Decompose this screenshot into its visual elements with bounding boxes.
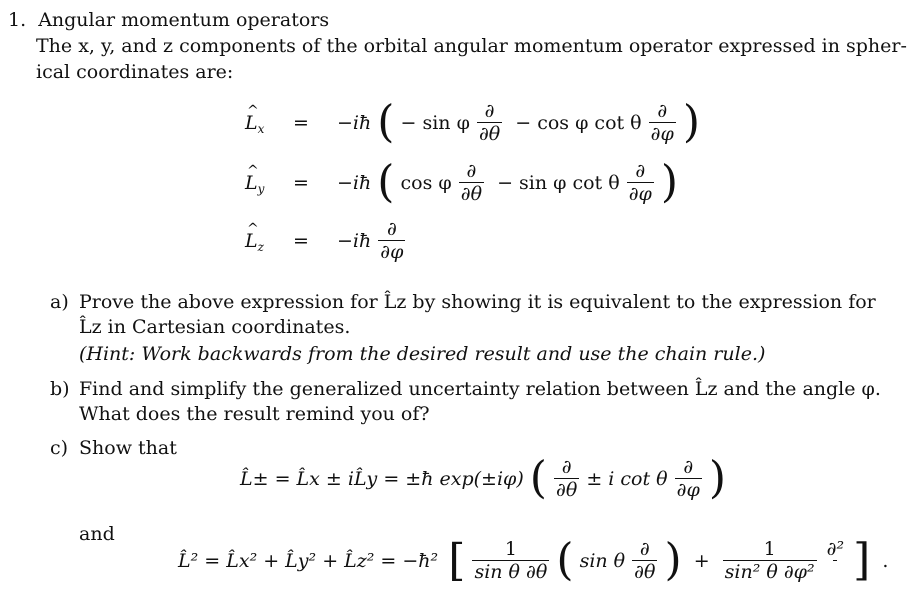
l2-plus: +	[693, 549, 710, 572]
equation-ly	[245, 156, 679, 208]
ly-prefactor: −iħ	[337, 171, 372, 194]
l2-open-bracket: [	[448, 534, 466, 586]
ly-frac-theta: $\frac{\partial}{\partial\theta}$	[460, 160, 483, 205]
lpm-frac-phi: $\frac{\partial}{\partial\varphi}$	[676, 456, 700, 501]
part-a-label: a)	[50, 291, 69, 313]
l2-open-paren: (	[556, 534, 574, 586]
part-c-line1: Show that	[79, 437, 177, 459]
lpm-lhs: L̂± = L̂x ± iL̂y = ±ħ exp(±iφ)	[240, 467, 524, 490]
l2-close-bracket: ]	[853, 534, 871, 586]
lx-equals: =	[293, 111, 309, 134]
lpm-open-paren: (	[529, 452, 547, 504]
problem-title: Angular momentum operators	[38, 9, 330, 31]
ly-term2: − sin φ cot θ	[497, 171, 620, 194]
lpm-mid: ± i cot θ	[586, 467, 668, 490]
lz-frac-phi: $\frac{\partial}{\partial\varphi}$	[380, 218, 404, 263]
equation-lz	[245, 218, 406, 263]
part-c-label: c)	[50, 437, 69, 459]
l2-frac-phi2: $\frac{1}{\text{sin² θ ∂φ²}}$	[724, 538, 815, 583]
l2-lhs: L̂² = L̂x² + L̂y² + L̂z² = −ħ²	[178, 549, 439, 572]
intro-line-2: ical coordinates are:	[36, 61, 234, 83]
and-label: and	[79, 523, 115, 545]
l2-period: .	[882, 549, 889, 572]
l2-close-paren: )	[664, 534, 682, 586]
lx-prefactor: −iħ	[337, 111, 372, 134]
lz-equals: =	[293, 229, 309, 252]
lpm-frac-theta: $\frac{\partial}{\partial\theta}$	[556, 456, 578, 501]
part-a-line1: Prove the above expression for L̂z by showing it is equivalent to the expression for	[79, 291, 876, 313]
part-a-hint: (Hint: Work backwards from the desired result and use the chain rule.)	[79, 343, 766, 365]
lx-term1: − sin φ	[400, 111, 470, 134]
ly-open-paren: (	[377, 156, 395, 208]
ly-equals: =	[293, 171, 309, 194]
equation-l-squared	[178, 534, 889, 586]
l2-frac-theta: $\frac{\partial}{\partial\theta}$	[634, 538, 656, 583]
ly-frac-phi: $\frac{\partial}{\partial\varphi}$	[628, 160, 652, 205]
ly-close-paren: )	[660, 156, 679, 208]
part-a-line2: L̂z in Cartesian coordinates.	[79, 316, 351, 338]
l2-sin-theta: sin θ	[579, 549, 626, 572]
lpm-close-paren: )	[708, 452, 727, 504]
part-b-label: b)	[50, 378, 70, 400]
ly-term1: cos φ	[400, 171, 452, 194]
equation-l-plus-minus	[240, 452, 727, 504]
lx-frac-phi: $\frac{\partial}{\partial\varphi}$	[650, 100, 674, 145]
lx-frac-theta: $\frac{\partial}{\partial\theta}$	[478, 100, 501, 145]
lx-term2: − cos φ cot θ	[515, 111, 642, 134]
l2-frac-d2: ∂²	[825, 538, 846, 583]
problem-number: 1.	[8, 9, 27, 31]
lx-open-paren: (	[377, 96, 395, 148]
lz-lhs: ^ $L_z$	[245, 229, 271, 253]
intro-line-1: The x, y, and z components of the orbital angular momentum operator expressed in spher-	[36, 35, 907, 57]
lx-close-paren: )	[682, 96, 701, 148]
ly-lhs: ^ $L_y$	[245, 171, 271, 195]
l2-frac-outer: $\frac{1}{\text{sin θ ∂θ}}$	[474, 538, 548, 583]
lx-lhs: ^ $L_x$	[245, 111, 271, 135]
part-b-line1: Find and simplify the generalized uncertainty relation between L̂z and the angle φ.	[79, 378, 881, 400]
equation-lx	[245, 96, 701, 148]
problem-heading	[8, 8, 329, 32]
part-b-line2: What does the result remind you of?	[79, 403, 430, 425]
lz-prefactor: −iħ	[337, 229, 372, 252]
